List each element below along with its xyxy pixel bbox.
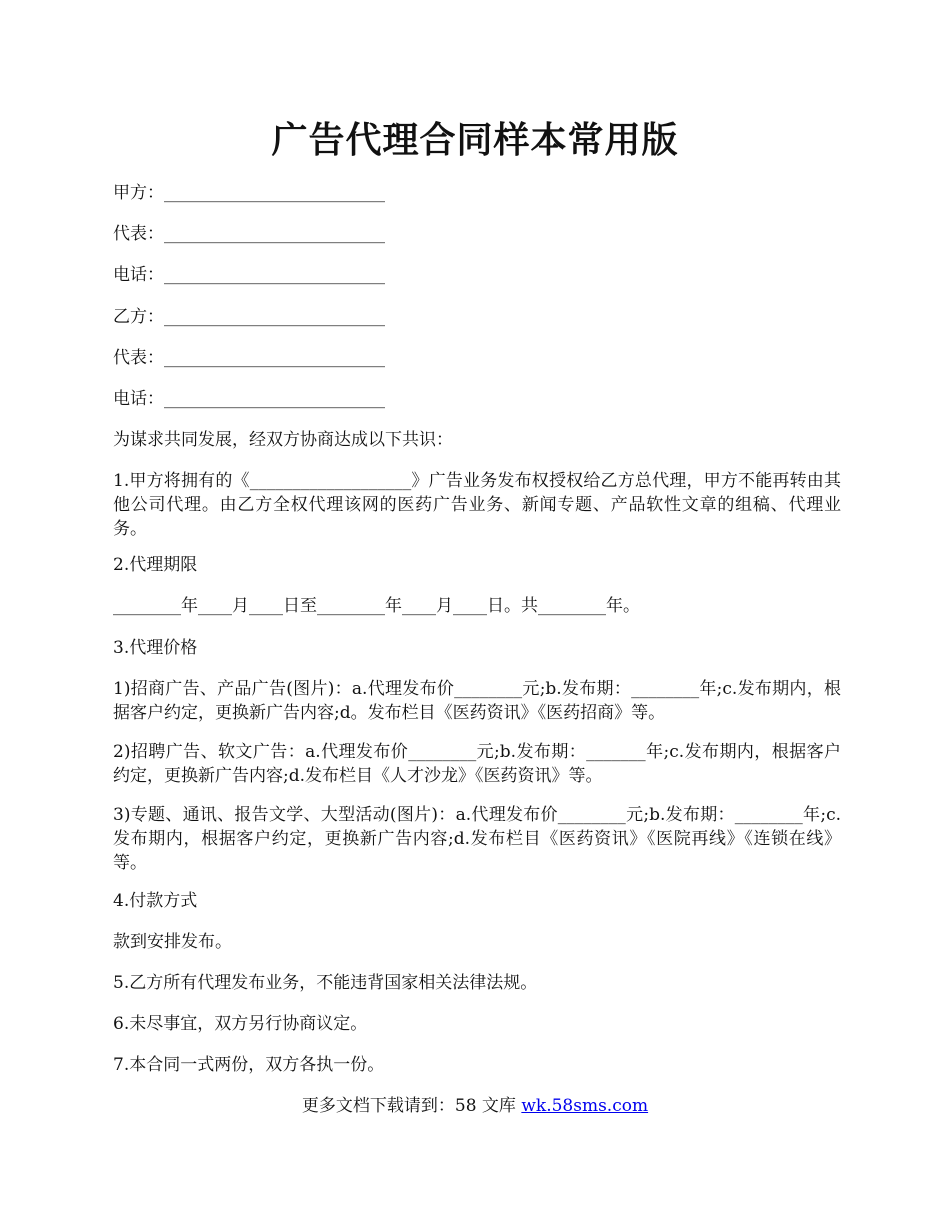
footer-text: 更多文档下载请到：58 文库 — [301, 1096, 522, 1116]
clause-6: 6.未尽事宜，双方另行协商议定。 — [113, 1014, 368, 1034]
price-item-2: 2)招聘广告、软文广告：a.代理发布价________元;b.发布期：_______年;c.发布期内，根据客户约定，更换新广告内容;d.发布栏目《人才沙龙》《医药资讯》等。 — [113, 742, 841, 786]
intro-paragraph: 为谋求共同发展，经双方协商达成以下共识： — [113, 430, 453, 450]
clause-3-heading: 3.代理价格 — [113, 638, 198, 658]
page-title: 广告代理合同样本常用版 — [271, 119, 679, 161]
price-item-1: 1)招商广告、产品广告(图片)：a.代理发布价________元;b.发布期：________年;c.发布期内，根据客户约定，更换新广告内容;d。发布栏目《医药资讯》《医药招商》等。 — [113, 679, 841, 723]
clause-7: 7.本合同一式两份，双方各执一份。 — [113, 1055, 385, 1075]
price-item-3: 3)专题、通讯、报告文学、大型活动(图片)：a.代理发布价________元;b.发布期：________年;c.发布期内，根据客户约定，更换新广告内容;d.发布栏目《医药资讯》《医院再线》《连锁在线》等。 — [113, 805, 841, 873]
clause-4-body: 款到安排发布。 — [113, 932, 232, 952]
party-a-field: 甲方：__________________________ — [113, 183, 385, 203]
clause-1: 1.甲方将拥有的《___________________》广告业务发布权授权给乙方总代理，甲方不能再转由其他公司代理。由乙方全权代理该网的医药广告业务、新闻专题、产品软性文章的组稿、代理业务。 — [113, 471, 841, 539]
party-b-representative-field: 代表：__________________________ — [113, 348, 385, 368]
clause-5: 5.乙方所有代理发布业务，不能违背国家相关法律法规。 — [113, 973, 538, 993]
clause-2-heading: 2.代理期限 — [113, 555, 198, 575]
clause-4-heading: 4.付款方式 — [113, 891, 198, 911]
party-b-phone-field: 电话：__________________________ — [113, 389, 385, 409]
footer-link[interactable]: wk.58sms.com — [521, 1096, 649, 1116]
party-b-field: 乙方：__________________________ — [113, 307, 385, 327]
clause-2-period: ________年____月____日至________年____月____日。共________年。 — [113, 596, 640, 616]
party-a-phone-field: 电话：__________________________ — [113, 265, 385, 285]
party-a-representative-field: 代表：__________________________ — [113, 224, 385, 244]
footer — [0, 1094, 950, 1118]
